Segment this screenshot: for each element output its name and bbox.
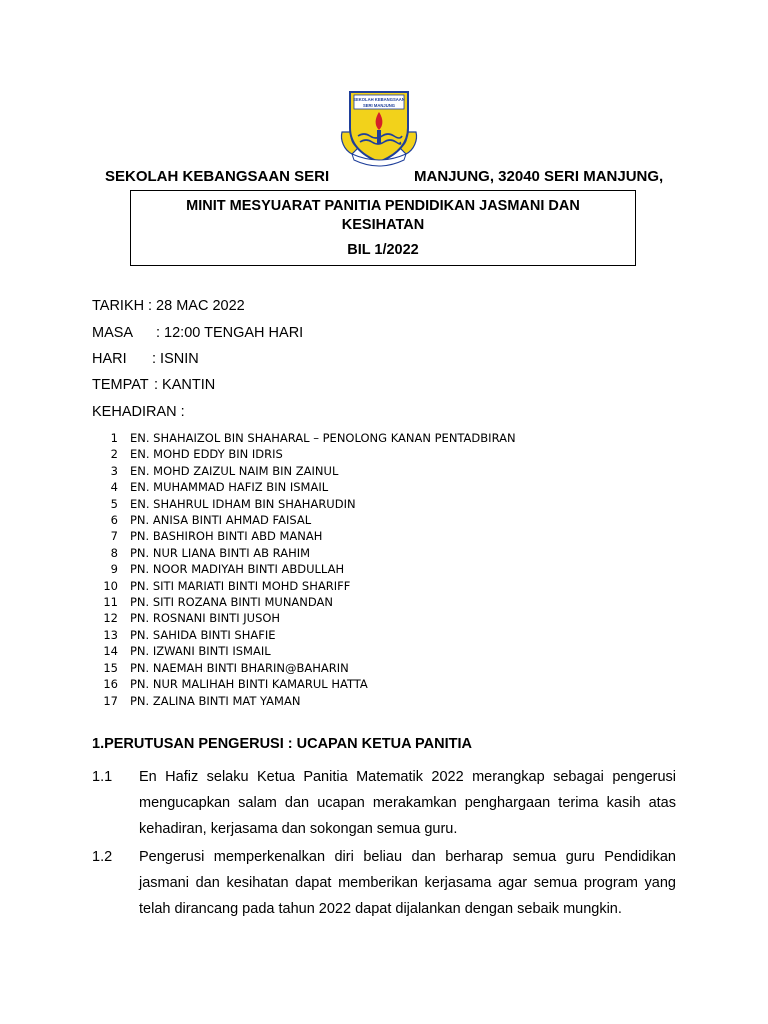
list-item: 2 EN. MOHD EDDY BIN IDRIS bbox=[110, 447, 283, 462]
list-item: 8 PN. NUR LIANA BINTI AB RAHIM bbox=[110, 545, 311, 560]
list-item: 5 EN. SHAHRUL IDHAM BIN SHAHARUDIN bbox=[110, 496, 356, 511]
list-item: 4 EN. MUHAMMAD HAFIZ BIN ISMAIL bbox=[110, 480, 329, 495]
meeting-number: BIL 1/2022 bbox=[347, 242, 419, 258]
logo-text-sub: SERI MANJUNG bbox=[362, 103, 396, 108]
list-item: 16 PN. NUR MALIHAH BINTI KAMARUL HATTA bbox=[103, 677, 368, 692]
kehadiran-label: KEHADIRAN : bbox=[92, 404, 185, 420]
paragraph-text: En Hafiz selaku Ketua Panitia Matematik 2022 merangkap sebagai pengerusi mengucapkan salam dan ucapan merakamkan penghargaan terima kasih atas kehadiran, kerjasama dan sokongan semua guru. bbox=[139, 769, 676, 837]
list-item: 7 PN. BASHIROH BINTI ABD MANAH bbox=[110, 529, 323, 544]
paragraph-1-2 bbox=[92, 844, 676, 922]
meeting-title: MINIT MESYUARAT PANITIA PENDIDIKAN JASMANI DAN KESIHATAN bbox=[186, 198, 580, 233]
masa-value: : 12:00 TENGAH HARI bbox=[156, 325, 304, 341]
list-item: 14 PN. IZWANI BINTI ISMAIL bbox=[103, 644, 271, 659]
school-name-right: MANJUNG, 32040 SERI MANJUNG, bbox=[414, 168, 664, 185]
hari-label: HARI bbox=[92, 351, 127, 367]
list-item: 10 PN. SITI MARIATI BINTI MOHD SHARIFF bbox=[103, 578, 351, 593]
paragraph-text: Pengerusi memperkenalkan diri beliau dan berharap semua guru Pendidikan jasmani dan kesihatan dapat memberikan kerjasama agar semua program yang telah dirancang pada tahun 2022 dapat dijalankan dengan sebaik mungkin. bbox=[139, 849, 676, 917]
list-item: 17 PN. ZALINA BINTI MAT YAMAN bbox=[103, 693, 301, 708]
meta-hari bbox=[92, 351, 199, 367]
tarikh-value: : 28 MAC 2022 bbox=[148, 298, 245, 314]
list-item: 12 PN. ROSNANI BINTI JUSOH bbox=[103, 611, 281, 626]
school-crest-logo bbox=[338, 88, 420, 170]
attendance-list bbox=[92, 430, 516, 709]
list-item: 11 PN. SITI ROZANA BINTI MUNANDAN bbox=[103, 595, 334, 610]
tempat-label: TEMPAT bbox=[92, 377, 149, 393]
hari-value: : ISNIN bbox=[152, 351, 199, 367]
tempat-value: : KANTIN bbox=[154, 377, 216, 393]
meta-tarikh bbox=[92, 298, 245, 314]
list-item: 9 PN. NOOR MADIYAH BINTI ABDULLAH bbox=[110, 562, 345, 577]
list-item: 3 EN. MOHD ZAIZUL NAIM BIN ZAINUL bbox=[110, 463, 339, 478]
list-item: 6 PN. ANISA BINTI AHMAD FAISAL bbox=[110, 513, 312, 528]
school-name-left: SEKOLAH KEBANGSAAN SERI bbox=[105, 168, 330, 185]
logo-text-top: SEKOLAH KEBANGSAAN bbox=[353, 97, 405, 102]
paragraph-number: 1.2 bbox=[92, 849, 113, 865]
paragraph-1-1 bbox=[92, 764, 676, 842]
paragraph-number: 1.1 bbox=[92, 769, 113, 785]
list-item: 13 PN. SAHIDA BINTI SHAFIE bbox=[103, 627, 276, 642]
list-item: 1 EN. SHAHAIZOL BIN SHAHARAL – PENOLONG KANAN PENTADBIRAN bbox=[110, 431, 516, 445]
tarikh-label: TARIKH bbox=[92, 298, 145, 314]
meta-masa bbox=[92, 325, 303, 341]
list-item: 15 PN. NAEMAH BINTI BHARIN@BAHARIN bbox=[103, 660, 349, 675]
title-box bbox=[130, 190, 636, 266]
section-heading: 1.PERUTUSAN PENGERUSI : UCAPAN KETUA PANITIA bbox=[92, 736, 472, 752]
masa-label: MASA bbox=[92, 325, 134, 341]
meta-tempat bbox=[92, 377, 215, 393]
